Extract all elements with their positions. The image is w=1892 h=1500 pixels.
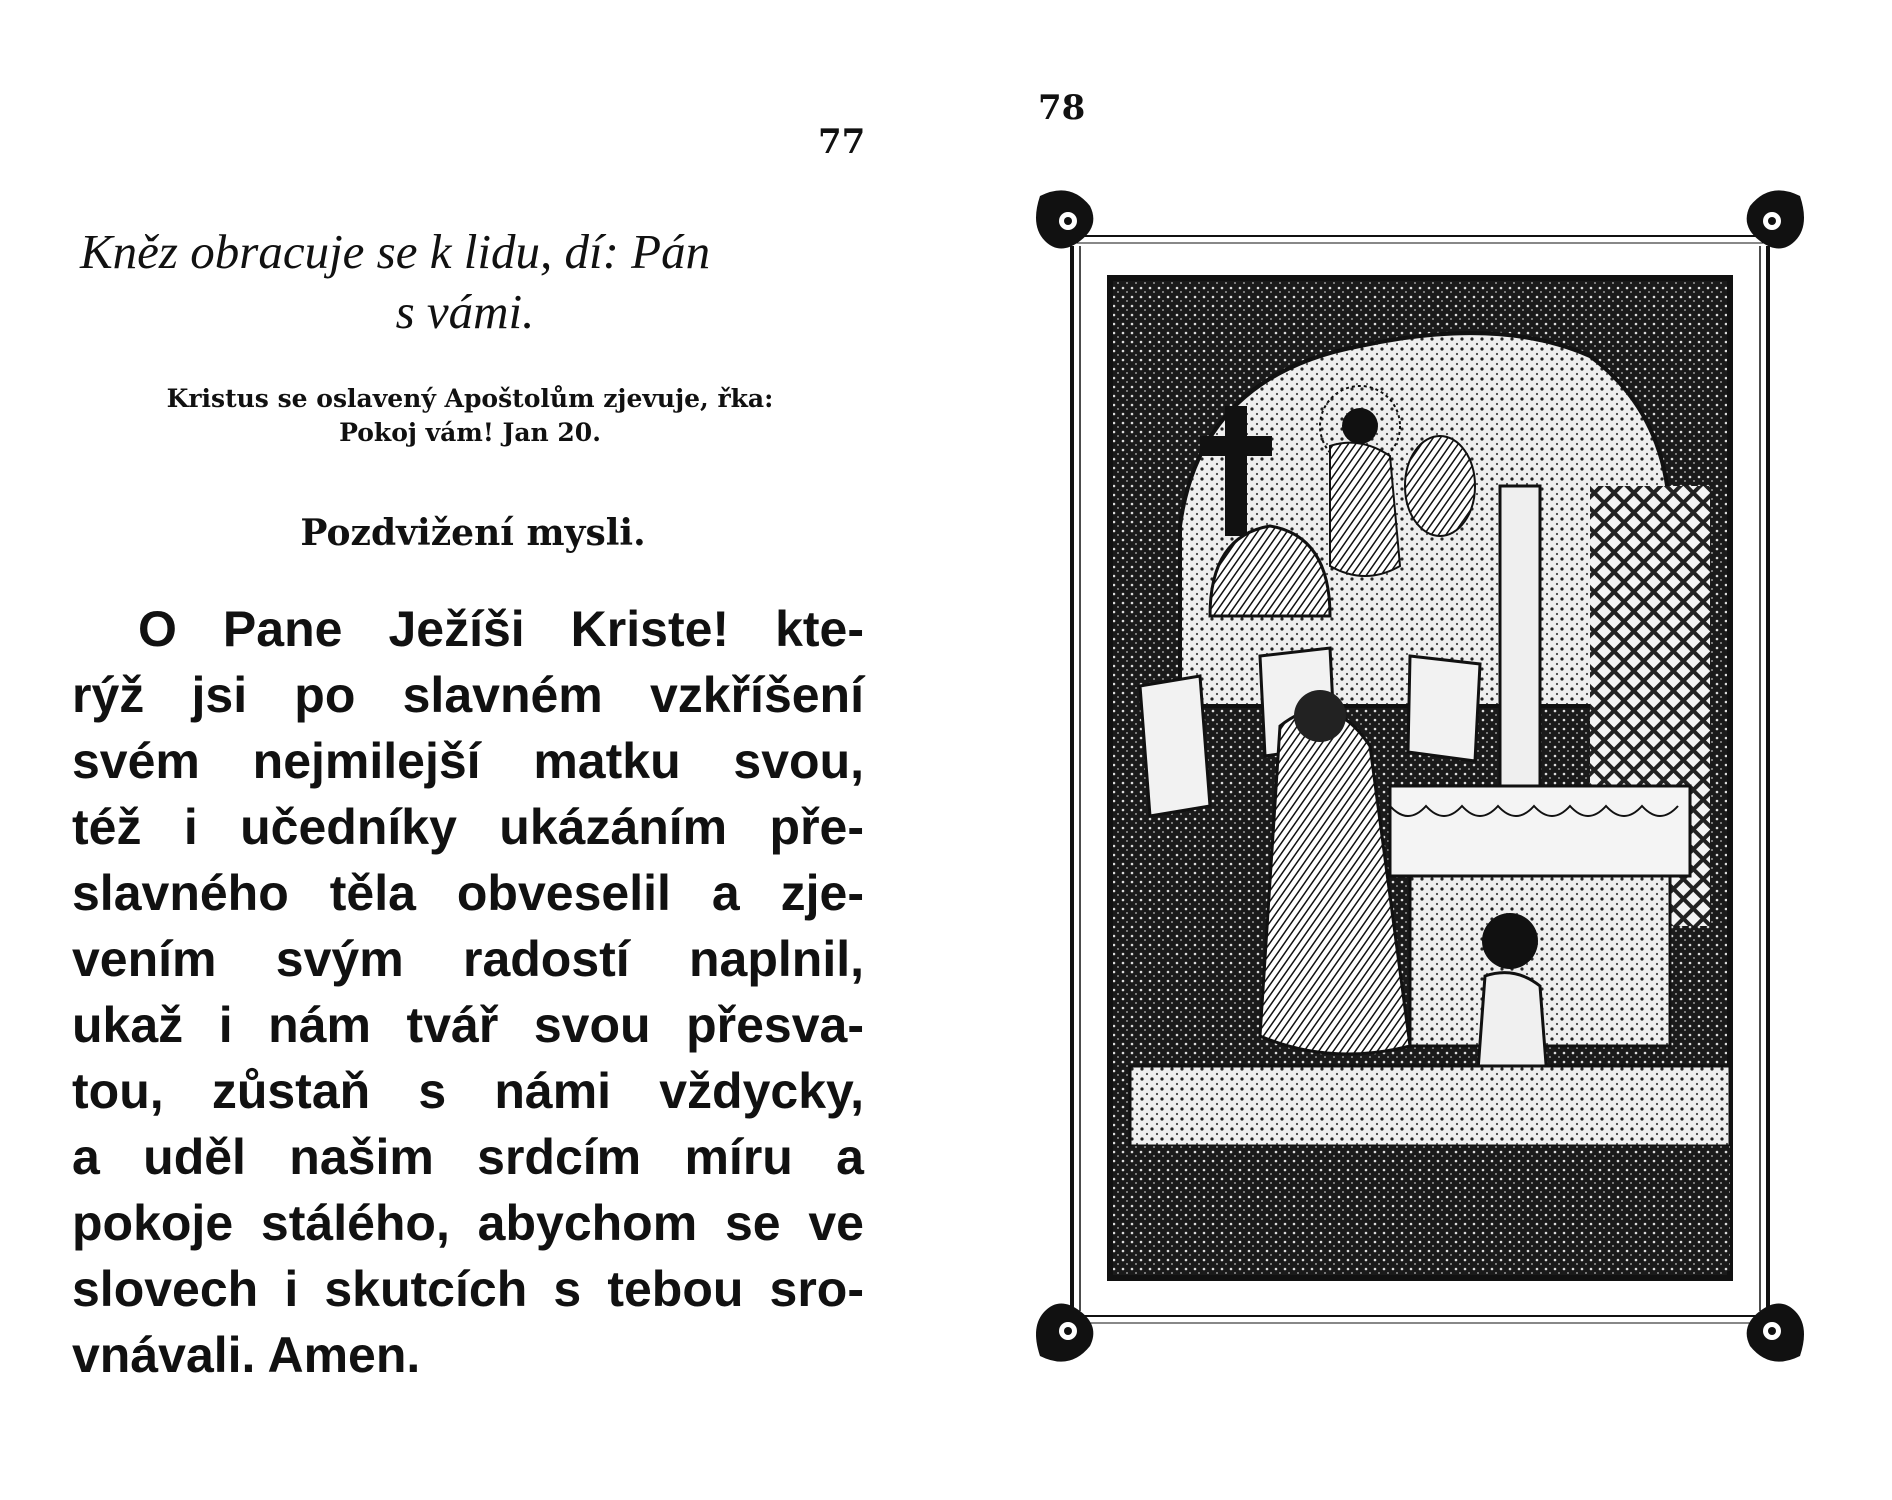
page-number: 78 <box>1038 88 1086 128</box>
corner-ornament <box>1747 190 1804 248</box>
rubric-line: s vámi. <box>395 284 535 339</box>
prayer-line: ukaž i nám tvář svou přesva- <box>72 997 864 1053</box>
prayer-line: rýž jsi po slavném vzkříšení <box>72 667 864 723</box>
illustration-caption <box>100 382 840 450</box>
prayer-line: O Pane Ježíši Kriste! kte- <box>138 601 864 657</box>
prayer-line: slovech i skutcích s tebou sro- <box>72 1261 864 1317</box>
rubric <box>70 222 860 342</box>
altar-scene <box>1110 278 1730 1278</box>
section-heading: Pozdvižení mysli. <box>300 512 646 554</box>
prayer-line: tou, zůstaň s námi vždycky, <box>72 1063 864 1119</box>
prayer-line: vením svým radostí naplnil, <box>72 931 864 987</box>
prayer-line: svém nejmilejší matku svou, <box>72 733 864 789</box>
corner-ornament <box>1036 1304 1093 1362</box>
prayer-line: vnávali. Amen. <box>72 1327 421 1383</box>
corner-ornament <box>1747 1304 1804 1362</box>
right-page <box>946 0 1892 1500</box>
caption-line: Kristus se oslavený Apoštolům zjevuje, řka: <box>166 384 774 413</box>
corner-ornament <box>1036 190 1093 248</box>
engraving-illustration <box>1030 186 1810 1371</box>
prayer-line: též i učedníky ukázáním pře- <box>72 799 864 855</box>
page-number: 77 <box>818 122 866 162</box>
caption-line: Pokoj vám! Jan 20. <box>339 418 601 447</box>
prayer-line: a uděl našim srdcím míru a <box>72 1129 864 1185</box>
prayer-line: pokoje stálého, abychom se ve <box>72 1195 864 1251</box>
prayer-text <box>72 596 864 1388</box>
rubric-line: Kněz obracuje se k lidu, dí: Pán <box>80 224 711 279</box>
prayer-line: slavného těla obveselil a zje- <box>72 865 864 921</box>
